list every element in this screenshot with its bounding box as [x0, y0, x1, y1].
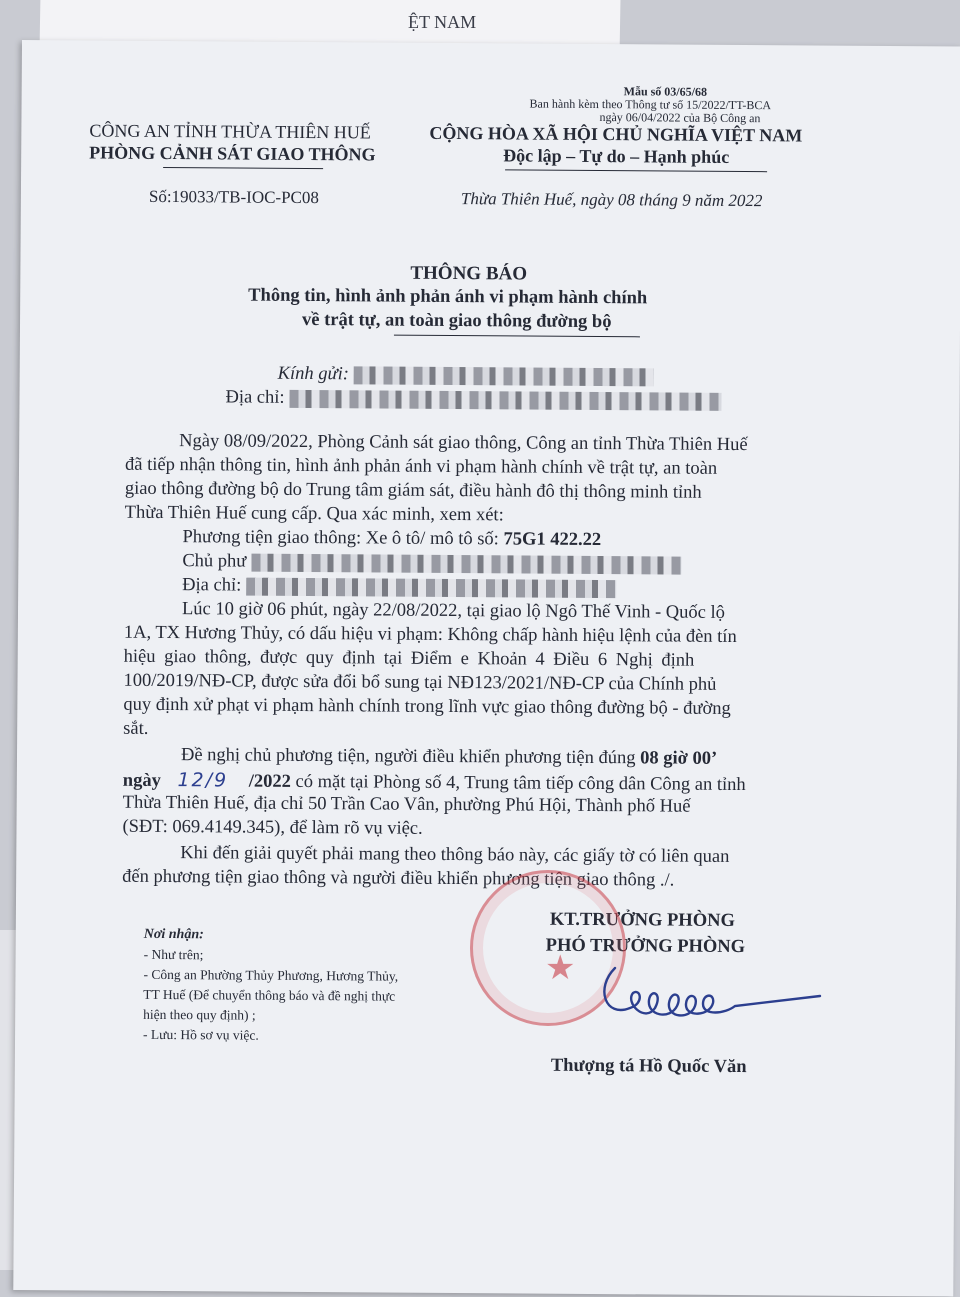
owner-address-line: Địa chỉ:: [182, 575, 616, 599]
vehicle-plate: 75G1 422.22: [503, 529, 602, 551]
paragraph1-line4: Thừa Thiên Huế cung cấp. Qua xác minh, xem xét:: [124, 502, 504, 526]
recipient-address-label: Địa chỉ:: [225, 387, 721, 411]
national-motto: Độc lập – Tự do – Hạnh phúc: [503, 145, 730, 167]
appointment-time: 08 giờ 00’: [640, 748, 718, 769]
document-page: [13, 40, 960, 1297]
paragraph3-line2: ngày 12/9 /2022 có mặt tại Phòng số 4, Trung tâm tiếp công dân Công an tỉnh: [122, 769, 746, 796]
redacted-recipient-address: [289, 390, 721, 411]
paragraph3-line1: Đề nghị chủ phương tiện, người điều khiển phương tiện đúng 08 giờ 00’: [180, 745, 718, 769]
agency-name: CÔNG AN TỈNH THỪA THIÊN HUẾ: [89, 120, 371, 143]
document-subtitle-line2: về trật tự, an toàn giao thông đường bộ: [301, 309, 612, 333]
paragraph2-line6: sắt.: [123, 718, 149, 739]
underlying-sheet-text: ỆT NAM: [408, 12, 477, 32]
redacted-recipient-name: [353, 366, 653, 386]
motto-underline: [505, 169, 767, 172]
redacted-owner-address: [246, 577, 616, 598]
department-name: PHÒNG CẢNH SÁT GIAO THÔNG: [89, 142, 376, 165]
paragraph1-line3: giao thông đường bộ do Trung tâm giám sát, điều hành đô thị thông minh tỉnh: [124, 478, 702, 503]
paragraph3-line3: Thừa Thiên Huế, địa chỉ 50 Trần Cao Vân, phường Phú Hội, Thành phố Huế: [122, 792, 691, 817]
department-underline: [163, 167, 323, 169]
paragraph4-line1: Khi đến giải quyết phải mang theo thông báo này, các giấy tờ có liên quan: [180, 843, 730, 867]
recipients-item3: TT Huế (Để chuyển thông báo và đề nghị thực: [143, 986, 396, 1004]
form-issued-line1: Ban hành kèm theo Thông tư số 15/2022/TT-BCA: [529, 96, 772, 113]
document-title: THÔNG BÁO: [410, 262, 528, 285]
paragraph2-line5: quy định xử phạt vi phạm hành chính trong lĩnh vực giao thông đường bộ - đường: [123, 694, 731, 719]
vehicle-line: Phương tiện giao thông: Xe ô tô/ mô tô số: 75G1 422.22: [182, 527, 602, 551]
owner-line: Chủ phư: [182, 551, 681, 575]
paragraph2-line2: 1A, TX Hương Thủy, có dấu hiệu vi phạm: Không chấp hành hiệu lệnh của đèn tín: [123, 622, 737, 648]
paragraph4-line2: đến phương tiện giao thông và người điều khiển phương tiện giao thông ./.: [122, 866, 675, 891]
paragraph2-line1: Lúc 10 giờ 06 phút, ngày 22/08/2022, tại giao lộ Ngô Thế Vinh - Quốc lộ: [181, 599, 725, 623]
recipient-label: Kính gửi:: [278, 364, 654, 388]
nation-title: CỘNG HÒA XÃ HỘI CHỦ NGHĨA VIỆT NAM: [429, 122, 803, 146]
paragraph3-line4: (SĐT: 069.4149.345), để làm rõ vụ việc.: [122, 816, 423, 839]
redacted-owner-name: [251, 553, 681, 574]
recipients-item5: - Lưu: Hồ sơ vụ việc.: [143, 1026, 259, 1043]
recipients-heading: Nơi nhận:: [143, 926, 204, 943]
signer-name: Thượng tá Hồ Quốc Văn: [550, 1055, 747, 1078]
document-number: Số:19033/TB-IOC-PC08: [148, 186, 320, 208]
signature-title-line2: PHÓ TRƯỞNG PHÒNG: [545, 935, 746, 958]
recipients-item2: - Công an Phường Thủy Phương, Hương Thủy,: [143, 966, 399, 984]
handwritten-date: 12/9: [177, 769, 229, 792]
recipients-item1: - Như trên;: [143, 946, 204, 963]
signature-title-line1: KT.TRƯỞNG PHÒNG: [549, 909, 735, 931]
form-issued-line2: ngày 06/04/2022 của Bộ Công an: [599, 110, 761, 126]
paragraph1-line1: Ngày 08/09/2022, Phòng Cảnh sát giao thông, Công an tỉnh Thừa Thiên Huế: [179, 431, 748, 456]
form-code: Mẫu số 03/65/68: [623, 84, 708, 99]
stamp-star-icon: ★: [545, 950, 576, 987]
handwritten-signature: [585, 948, 825, 1048]
paragraph1-line2: đã tiếp nhận thông tin, hình ảnh phản ánh vi phạm hành chính về trật tự, an toàn: [124, 454, 718, 479]
paragraph2-line4: 100/2019/NĐ-CP, được sửa đổi bổ sung tại NĐ123/2021/NĐ-CP của Chính phủ: [123, 670, 717, 695]
place-and-date: Thừa Thiên Huế, ngày 08 tháng 9 năm 2022: [460, 189, 763, 211]
document-subtitle-line1: Thông tin, hình ảnh phản ánh vi phạm hành chính: [248, 285, 648, 309]
recipients-item4: hiện theo quy định) ;: [143, 1006, 256, 1023]
appointment-year: /2022: [248, 771, 292, 792]
title-underline: [394, 335, 640, 338]
paragraph2-line3: hiệu giao thông, được quy định tại Điểm e Khoản 4 Điều 6 Nghị định: [123, 646, 695, 671]
